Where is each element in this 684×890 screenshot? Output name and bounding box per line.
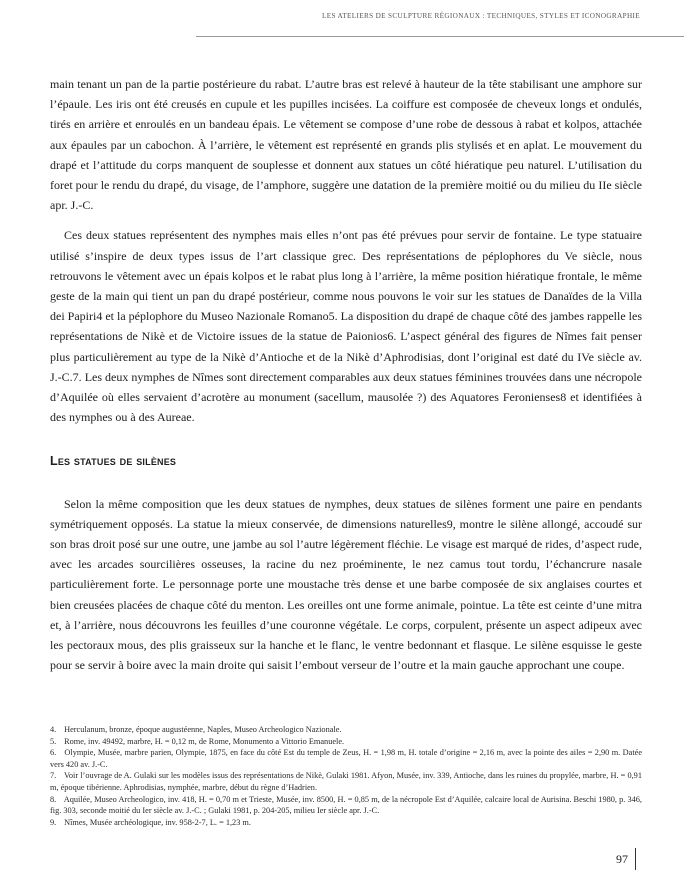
footnote-text: Voir l’ouvrage de A. Gulaki sur les modèles issus des représentations de Nikè, Gulaki 1981. Afyon, Musée, inv. 339, Antioche, dans les ruines du propylée, marbre, H. = 0,91 m, époque tibérienne. Aphrodisias, nymphée, marbre, début du règne d’Hadrien. [50,771,642,792]
footnote-number: 4. [50,725,57,734]
main-text [50,74,642,685]
footnote-7 [50,770,642,793]
paragraph-3: Selon la même composition que les deux statues de nymphes, deux statues de silènes forment une paire en pendants symétriquement opposés. La statue la mieux conservée, de dimensions naturelles9, montre le silène allongé, accoudé sur son bras droit posé sur une outre, une jambe au sol l’autre légèrement fléchie. Le visage est marqué de rides, d’aspect rude, avec les arcades sourcilières osseuses, la racine du nez proéminente, le nez camus tout tordu, l’échancrure nasale particulièrement forte. Le personnage porte une moustache très dense et une barbe composée de six anglaises courtes et bien creusées placées de chaque côté du menton. Les oreilles ont une forme animale, pointue. La tête est ceinte d’une mitra et, à l’arrière, nous découvrons les feuilles d’une couronne végétale. Le corps, corpulent, présente un aspect adipeux avec les pectoraux mous, des plis graisseux sur la hanche et le flanc, le ventre bedonnant et flasque. Le silène esquisse le geste pour se servir à boire avec la main droite qui saisit l’embout verseur de l’outre et la main gauche approchant une coupe. [50,496,642,673]
footnote-text: Nîmes, Musée archéologique, inv. 958-2-7, L. = 1,23 m. [64,817,251,827]
footnote-6 [50,747,642,770]
paragraph-1: main tenant un pan de la partie postérieure du rabat. L’autre bras est relevé à hauteur de la tête stabilisant une amphore sur l’épaule. Les iris ont été creusés en cupule et les pupilles incisées. La coiffure est composée de cheveux longs et ondulés, tirés en arrière et enroulés en un bandeau épais. Le vêtement se compose d’une robe de dessous à rabat et kolpos, attachée aux épaules par un cabochon. À l’arrière, le vêtement est représenté en grands plis stylisés et en aplat. Le mouvement du drapé et l’attitude du corps manquent de souplesse et donnent aux statues un côté hiératique peu naturel. L’utilisation du foret pour le rendu du drapé, du visage, de l’amphore, suggère une datation de la première moitié ou du milieu du IIe siècle apr. J.-C. [50,77,642,213]
footnotes [50,724,642,828]
header-rule [196,36,684,37]
footnote-number: 7. [50,771,57,781]
page-number-bar [635,848,636,870]
footnote-5 [50,736,642,748]
footnote-8 [50,794,642,817]
section-title: Les statues de silènes [50,454,177,469]
footnote-number: 5. [50,736,57,746]
footnote-number: 9. [50,817,57,827]
footnote-text: Herculanum, bronze, époque augustéenne, Naples, Museo Archeologico Nazionale. [64,725,342,734]
running-head: LES ATELIERS DE SCULPTURE RÉGIONAUX : TECHNIQUES, STYLES ET ICONOGRAPHIE [321,12,640,20]
footnote-4 [50,724,642,736]
paragraph-2: Ces deux statues représentent des nymphes mais elles n’ont pas été prévues pour servir de fontaine. Le type statuaire utilisé s’inspire de deux types issus de l’art classique grec. Des représentations de péplophores du Ve siècle, nous retrouvons le vêtement avec un épais kolpos et le rabat plus long à l’arrière, la même position hiératique frontale, le même geste de la main qui tient un pan du drapé postérieur, comme nous pouvons le voir sur les statues de Danaïdes de la Villa dei Papiri4 et la péplophore du Museo Nazionale Romano5. La disposition du drapé de chaque côté des jambes rappelle les représentations de Nikè et de Victoire issues de la statue de Paionios6. L’aspect général des figures de Nîmes fait penser plus particulièrement au type de la Nikè d’Antioche et de la Nikè d’Aphrodisias, dont l’original est daté du IVe siècle av. J.-C.7. Les deux nymphes de Nîmes sont directement comparables aux deux statues féminines trouvées dans une nécropole d’Aquilée où elles servaient d’acrotère au monument (sacellum, mausolée ?) des Aquatores Feronienses8 et identifiées à des nymphes ou à des Aureae. [50,228,642,425]
footnote-text: Olympie, Musée, marbre parien, Olympie, 1875, en face du côté Est du temple de Zeus, H. = 1,98 m, H. totale d’origine = 2,16 m, avec la pointe des ailes = 2,90 m. Datée vers 420 av. J.-C. [50,748,642,769]
footnote-9 [50,817,642,829]
footnote-text: Aquilée, Museo Archeologico, inv. 418, H. = 0,70 m et Trieste, Musée, inv. 8500, H. = 0,85 m, de la nécropole Est d’Aquilée, calcaire local de Aurisina. Beschi 1980, p. 346, fig. 303, seconde moitié du Ier siècle av. J.-C. ; Gulaki 1981, p. 204-205, milieu Ier siècle apr. J.-C. [50,794,643,816]
footnote-text: Rome, inv. 49492, marbre, H. = 0,12 m, de Rome, Monumento a Vittorio Emanuele. [64,736,345,746]
footnote-number: 6. [50,748,57,758]
footnote-number: 8. [50,794,57,804]
page-number: 97 [616,852,628,866]
